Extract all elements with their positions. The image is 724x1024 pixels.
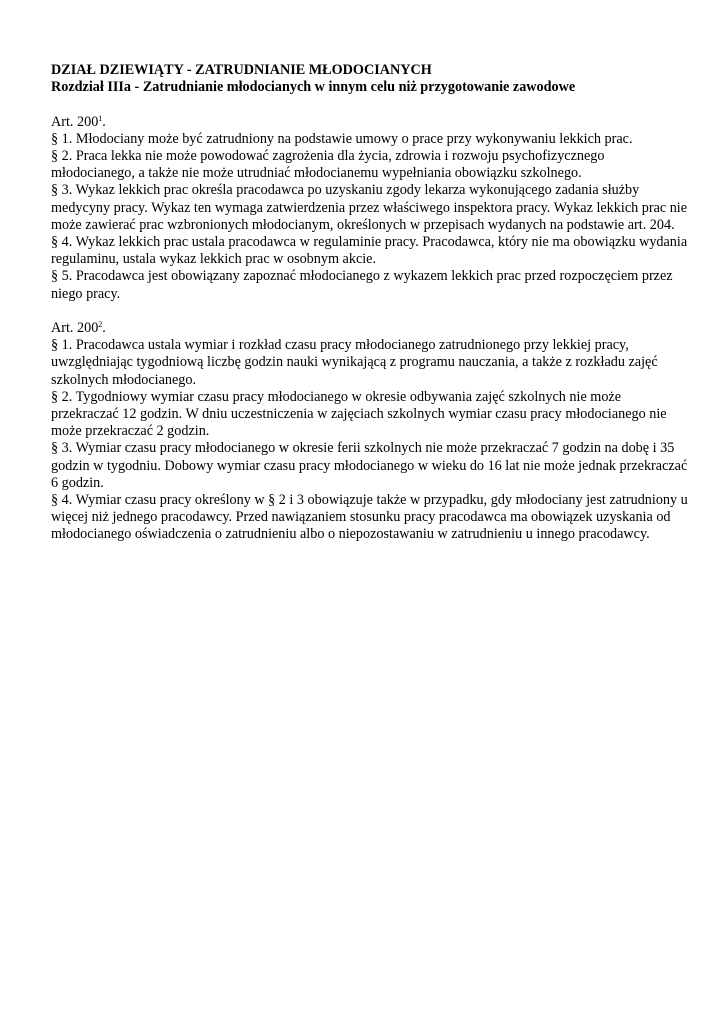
article-suffix: . bbox=[102, 113, 106, 130]
article-suffix: . bbox=[102, 320, 106, 337]
article-paragraph: § 5. Pracodawca jest obowiązany zapoznać młodocianego z wykazem lekkich prac przed rozpoczęciem przez niego pracy. bbox=[51, 268, 673, 302]
article-superscript: 1 bbox=[98, 113, 103, 123]
article-number: Art. 200 bbox=[51, 320, 99, 337]
article-200-2 bbox=[51, 320, 691, 544]
article-number: Art. 200 bbox=[51, 113, 99, 130]
chapter-title: Rozdział IIIa - Zatrudnianie młodocianych w innym celu niż przygotowanie zawodowe bbox=[51, 79, 576, 96]
article-paragraph: § 3. Wymiar czasu pracy młodocianego w okresie ferii szkolnych nie może przekraczać 7 godzin na dobę i 35 godzin w tygodniu. Dobowy wymiar czasu pracy młodocianego w wieku do 16 lat nie może jednak przekraczać 6 godzin. bbox=[51, 440, 688, 491]
article-paragraph: § 2. Praca lekka nie może powodować zagrożenia dla życia, zdrowia i rozwoju psychofizycznego młodocianego, a także nie może utrudniać młodocianemu wypełniania obowiązku szkolnego. bbox=[51, 148, 605, 182]
article-heading bbox=[51, 114, 691, 131]
article-heading bbox=[51, 320, 691, 337]
article-200-1 bbox=[51, 114, 691, 303]
article-paragraph: § 3. Wykaz lekkich prac określa pracodawca po uzyskaniu zgody lekarza wykonującego zadania służby medycyny pracy. Wykaz ten wymaga zatwierdzenia przez właściwego inspektora pracy. Wykaz lekkich prac nie może zawierać prac wzbronionych młodocianym, określonych w przepisach wydanych na podstawie art. 204. bbox=[51, 182, 688, 233]
article-paragraph: § 4. Wykaz lekkich prac ustala pracodawca w regulaminie pracy. Pracodawca, który nie ma obowiązku wydania regulaminu, ustala wykaz lekkich prac w osobnym akcie. bbox=[51, 234, 688, 268]
article-paragraph: § 1. Młodociany może być zatrudniony na podstawie umowy o prace przy wykonywaniu lekkich prac. bbox=[51, 130, 633, 147]
section-title: DZIAŁ DZIEWIĄTY - ZATRUDNIANIE MŁODOCIANYCH bbox=[51, 62, 432, 78]
document-page bbox=[51, 62, 691, 544]
article-paragraph: § 2. Tygodniowy wymiar czasu pracy młodocianego w okresie odbywania zajęć szkolnych nie może przekraczać 12 godzin. W dniu uczestniczenia w zajęciach szkolnych wymiar czasu pracy młodocianego nie może przekraczać 2 godzin. bbox=[51, 388, 667, 440]
article-paragraph: § 1. Pracodawca ustala wymiar i rozkład czasu pracy młodocianego zatrudnionego przy lekkiej pracy, uwzględniając tygodniową liczbę godzin nauki wynikającą z programu nauczania, a także z rozkładu zajęć szkolnych młodocianego. bbox=[51, 337, 658, 388]
article-paragraph: § 4. Wymiar czasu pracy określony w § 2 i 3 obowiązuje także w przypadku, gdy młodociany jest zatrudniony u więcej niż jednego pracodawcy. Przed nawiązaniem stosunku pracy pracodawca ma obowiązek uzyskania od młodocianego oświadczenia o zatrudnieniu albo o niepozostawaniu w zatrudnieniu u innego pracodawcy. bbox=[51, 492, 688, 543]
article-superscript: 2 bbox=[98, 320, 103, 330]
